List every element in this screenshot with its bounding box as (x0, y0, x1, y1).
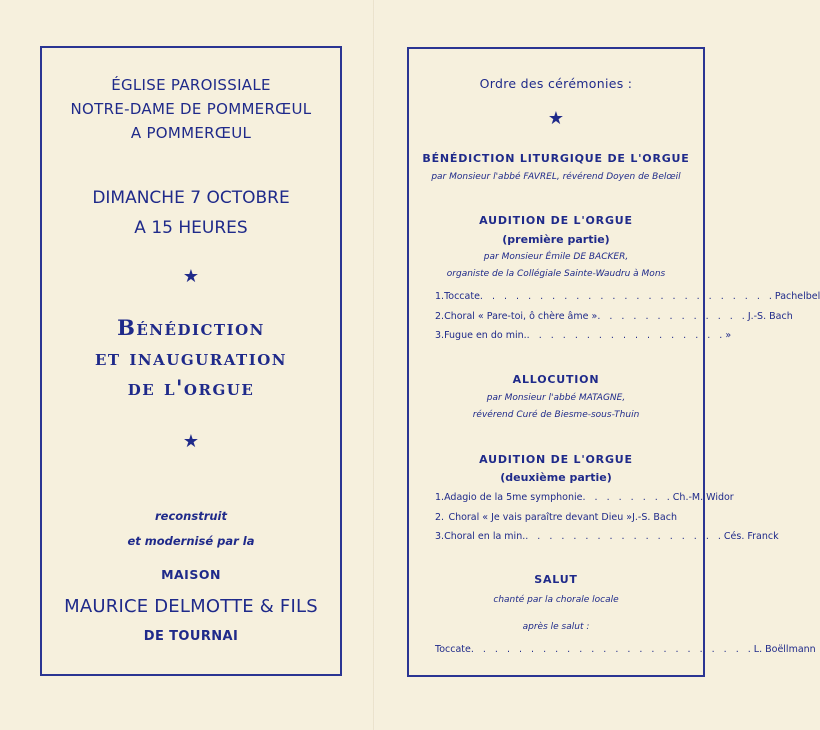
title-line-2: et inauguration (95, 345, 287, 370)
audition1-subheading: (première partie) (502, 233, 610, 246)
item-number: 2. (435, 311, 445, 322)
salut-choir: chanté par la chorale locale (493, 595, 619, 605)
date-line-1: DIMANCHE 7 OCTOBRE (92, 188, 290, 208)
program-item (435, 330, 732, 341)
program-item (435, 492, 734, 503)
item-piece: Toccate (435, 644, 471, 655)
star-icon: ★ (182, 431, 200, 452)
program-item (435, 311, 793, 322)
item-composer: » (725, 330, 732, 341)
allocution-speaker-role: révérend Curé de Biesme-sous-Thuin (472, 410, 640, 420)
allocution-speaker: par Monsieur l'abbé MATAGNE, (486, 393, 626, 403)
item-number: 3. (435, 531, 445, 542)
benediction-officiant: par Monsieur l'abbé FAVREL, révérend Doyen de Belœil (431, 172, 681, 182)
church-name-line-3: A POMMERŒUL (130, 124, 252, 142)
program-item (435, 644, 816, 655)
item-piece: Choral « Je vais paraître devant Dieu » (448, 512, 633, 523)
date-line-2: A 15 HEURES (134, 218, 248, 238)
title-line-3: de l'orgue (127, 375, 255, 400)
item-piece: Toccate (444, 291, 480, 302)
audition1-organist-role: organiste de la Collégiale Sainte-Waudru à Mons (446, 269, 666, 279)
church-name-line-1: ÉGLISE PAROISSIALE (111, 76, 271, 94)
item-number: 1. (435, 492, 445, 503)
item-composer: Pachelbel (774, 291, 820, 302)
maison-label: MAISON (161, 567, 221, 582)
modernised-text: et modernisé par la (127, 534, 255, 548)
rebuilt-text: reconstruit (154, 509, 227, 523)
item-composer: J.-S. Bach (632, 512, 677, 523)
item-number: 1. (435, 291, 445, 302)
program-item (435, 531, 779, 542)
dot-leader: . . . . . . . . . . . . . . . . . . . . . . . . (470, 644, 754, 655)
item-number: 3. (435, 330, 445, 341)
firm-city: DE TOURNAI (143, 629, 239, 644)
dot-leader: . . . . . . . . . . . . . (597, 311, 748, 322)
star-icon: ★ (547, 108, 565, 129)
dot-leader: . . . . . . . . . . . . . . . . . . . . . . . . . (479, 291, 775, 302)
dot-leader: . . . . . . . . . . . . . . . . . (526, 330, 726, 341)
item-composer: J.-S. Bach (747, 311, 793, 322)
item-piece: Choral en la min. (444, 531, 526, 542)
after-salut-label: après le salut : (522, 622, 590, 632)
audition1-organist: par Monsieur Émile DE BACKER, (483, 252, 629, 262)
item-number: 2. (435, 512, 445, 523)
title-line-1: Bénédiction (117, 315, 265, 340)
right-panel (407, 47, 820, 677)
ceremony-order-title: Ordre des cérémonies : (479, 76, 633, 91)
audition1-heading: AUDITION DE L'ORGUE (479, 214, 633, 227)
star-icon: ★ (182, 266, 200, 287)
item-composer: L. Boëllmann (753, 644, 816, 655)
dot-leader: . . . . . . . . . . . . . . . . . (525, 531, 724, 542)
item-composer: Cés. Franck (723, 531, 779, 542)
item-composer: Ch.-M. Widor (672, 492, 734, 503)
dot-leader: . . . . . . . . (582, 492, 673, 503)
benediction-heading: BÉNÉDICTION LITURGIQUE DE L'ORGUE (422, 152, 690, 165)
item-piece: Adagio de la 5me symphonie (444, 492, 583, 503)
audition2-heading: AUDITION DE L'ORGUE (479, 453, 633, 466)
page-fold (373, 0, 375, 730)
firm-name: MAURICE DELMOTTE & FILS (64, 596, 318, 617)
item-piece: Fugue en do min. (444, 330, 527, 341)
left-panel (40, 46, 342, 676)
salut-heading: SALUT (534, 573, 578, 586)
church-name-line-2: NOTRE-DAME DE POMMERŒUL (70, 100, 312, 118)
program-item (435, 512, 677, 523)
allocution-heading: ALLOCUTION (512, 373, 600, 386)
audition2-subheading: (deuxième partie) (500, 471, 612, 484)
item-piece: Choral « Pare-toi, ô chère âme » (444, 311, 598, 322)
program-item (435, 291, 820, 302)
